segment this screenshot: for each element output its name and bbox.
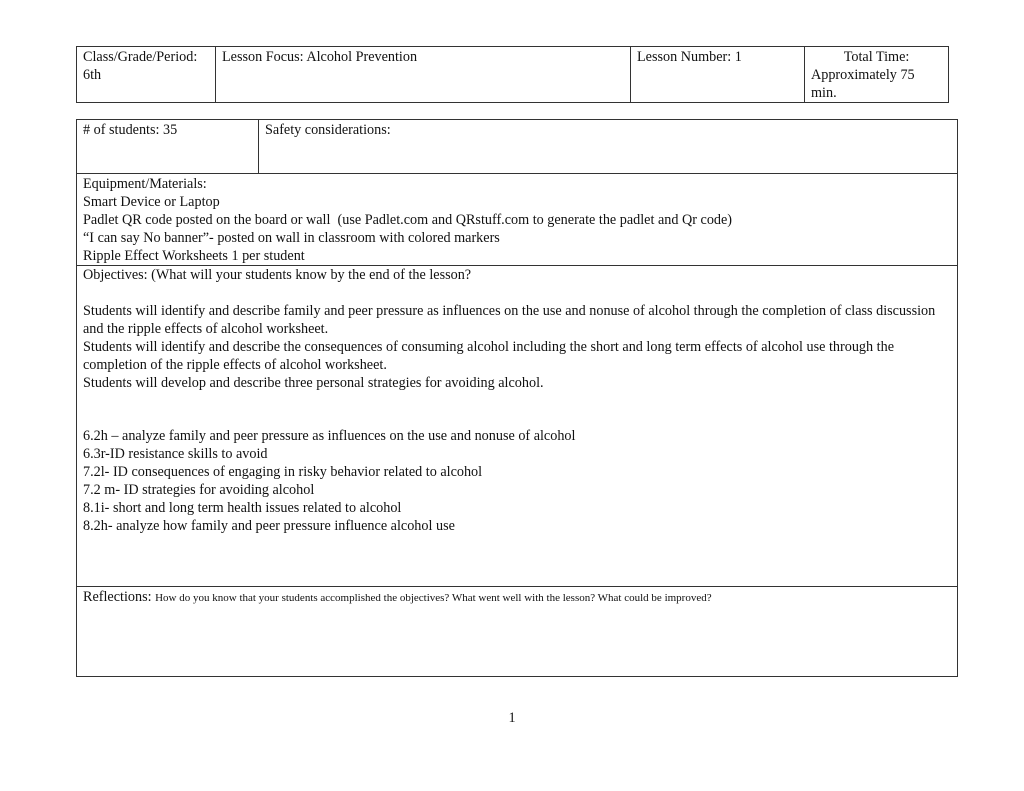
standard-item: 7.2l- ID consequences of engaging in risky behavior related to alcohol bbox=[83, 464, 483, 480]
equipment-item: “I can say No banner”- posted on wall in classroom with colored markers bbox=[83, 230, 500, 246]
lesson-number-cell bbox=[631, 47, 805, 103]
lesson-details-table bbox=[76, 119, 958, 677]
equipment-item: Padlet QR code posted on the board or wall (use Padlet.com and QRstuff.com to generate the padlet and Qr code) bbox=[83, 212, 733, 228]
total-time-cell bbox=[805, 47, 949, 103]
standard-item: 6.3r-ID resistance skills to avoid bbox=[83, 446, 268, 462]
safety-cell bbox=[259, 120, 958, 174]
lesson-number: Lesson Number: 1 bbox=[637, 49, 742, 65]
objective-statement: Students will develop and describe three personal strategies for avoiding alcohol. bbox=[83, 375, 544, 391]
objectives-title: Objectives: (What will your students know by the end of the lesson? bbox=[83, 267, 472, 283]
students-count: # of students: 35 bbox=[83, 122, 178, 138]
class-grade-period-value: 6th bbox=[83, 67, 102, 83]
reflections-cell bbox=[77, 587, 958, 677]
class-grade-period-cell bbox=[77, 47, 216, 103]
reflections-prompt: How do you know that your students accomplished the objectives? What went well with the lesson? What could be improved? bbox=[155, 592, 712, 604]
standard-item: 6.2h – analyze family and peer pressure as influences on the use and nonuse of alcohol bbox=[83, 428, 576, 444]
reflections-title: Reflections: bbox=[83, 589, 152, 605]
lesson-focus: Lesson Focus: Alcohol Prevention bbox=[222, 49, 418, 65]
page-number: 1 bbox=[508, 710, 516, 726]
lesson-header-table bbox=[76, 46, 949, 103]
safety-considerations: Safety considerations: bbox=[265, 122, 391, 138]
total-time-value-line2: min. bbox=[811, 85, 837, 101]
standard-item: 7.2 m- ID strategies for avoiding alcohol bbox=[83, 482, 315, 498]
equipment-title: Equipment/Materials: bbox=[83, 176, 207, 192]
total-time-value-line1: Approximately 75 bbox=[811, 67, 915, 83]
total-time-label: Total Time: bbox=[843, 49, 910, 65]
objectives-cell bbox=[77, 266, 958, 587]
lesson-focus-cell bbox=[216, 47, 631, 103]
equipment-item: Smart Device or Laptop bbox=[83, 194, 220, 210]
equipment-item: Ripple Effect Worksheets 1 per student bbox=[83, 248, 305, 264]
standard-item: 8.1i- short and long term health issues related to alcohol bbox=[83, 500, 402, 516]
class-grade-period-label: Class/Grade/Period: bbox=[83, 49, 198, 65]
equipment-cell bbox=[77, 174, 958, 266]
standard-item: 8.2h- analyze how family and peer pressure influence alcohol use bbox=[83, 518, 455, 534]
students-cell bbox=[77, 120, 259, 174]
objective-statement: Students will identify and describe family and peer pressure as influences on the use and nonuse of alcohol through the completion of class discussion and the ripple effects of alcohol worksheet. bbox=[83, 303, 939, 337]
objective-statement: Students will identify and describe the consequences of consuming alcohol including the short and long term effects of alcohol use through the completion of the ripple effects of alcohol worksheet. bbox=[83, 339, 898, 373]
